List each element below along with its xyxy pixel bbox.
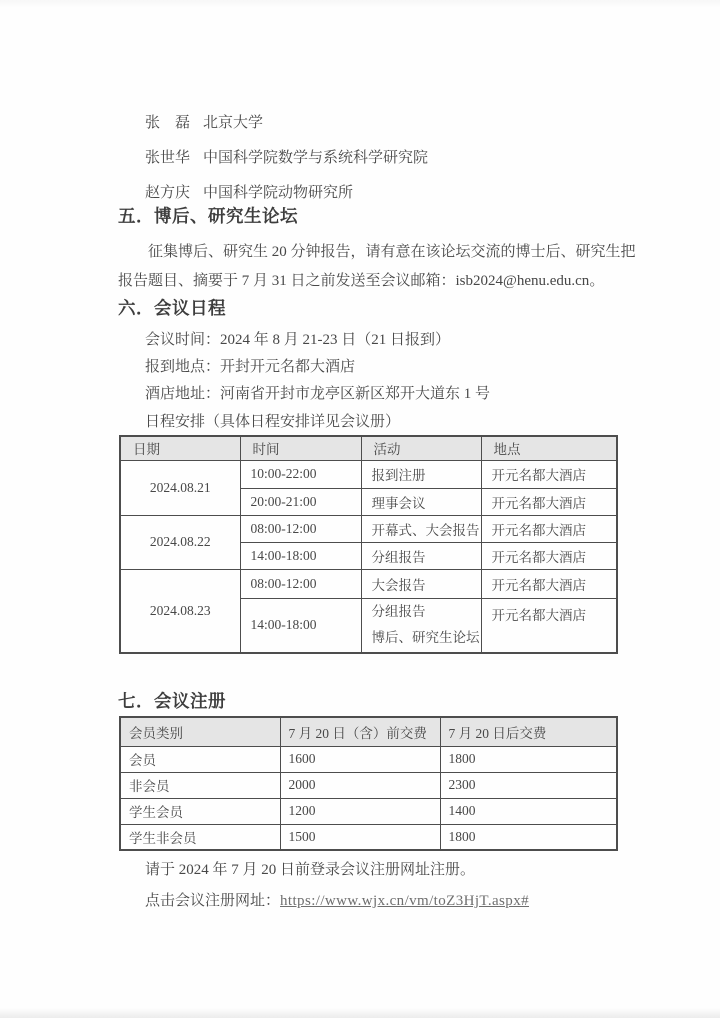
fee-before-cell: 1500 <box>280 824 440 850</box>
table-row <box>120 515 617 542</box>
fee-before-cell: 1600 <box>280 746 440 772</box>
fee-category-cell: 学生会员 <box>120 798 280 824</box>
schedule-date-cell: 2024.08.23 <box>120 569 240 653</box>
section7-heading: 七．会议注册 <box>118 691 226 711</box>
table-row <box>120 746 617 772</box>
schedule-activity-cell: 理事会议 <box>361 488 481 515</box>
paragraph-line <box>118 267 620 296</box>
schedule-venue-cell: 开元名都大酒店 <box>481 569 617 598</box>
registration-link-label: 点击会议注册网址： <box>145 893 281 909</box>
schedule-venue-cell: 开元名都大酒店 <box>481 598 617 653</box>
organizer-list <box>145 104 428 209</box>
schedule-time-cell: 08:00-12:00 <box>240 569 361 598</box>
schedule-venue-cell: 开元名都大酒店 <box>481 542 617 569</box>
conference-info <box>145 327 490 436</box>
column-header-member-type: 会员类别 <box>120 717 280 746</box>
fee-before-cell: 2000 <box>280 772 440 798</box>
column-header-fee-before: 7 月 20 日（含）前交费 <box>280 717 440 746</box>
fee-after-cell: 1400 <box>440 798 617 824</box>
table-header-row <box>120 436 617 460</box>
column-header-time: 时间 <box>240 436 361 460</box>
column-header-date: 日期 <box>120 436 240 460</box>
registration-deadline-note: 请于 2024 年 7 月 20 日前登录会议注册网址注册。 <box>145 862 476 878</box>
schedule-date-cell: 2024.08.21 <box>120 460 240 515</box>
checkin-location-line: 报到地点：开封开元名都大酒店 <box>145 359 356 376</box>
conference-time-line: 会议时间：2024 年 8 月 21-23 日（21 日报到） <box>145 332 450 348</box>
schedule-venue-cell: 开元名都大酒店 <box>481 460 617 488</box>
organizer-affiliation: 中国科学院数学与系统科学研究院 <box>203 150 429 166</box>
paragraph-text: 。 <box>589 272 605 289</box>
paragraph-text: 报告题目、摘要于 7 月 31 日之前发送至会议邮箱： <box>118 272 456 289</box>
agenda-note-line: 日程安排（具体日程安排详见会议册） <box>145 413 401 430</box>
schedule-activity-cell: 分组报告 <box>361 542 481 569</box>
table-row <box>120 824 617 850</box>
section6-heading: 六．会议日程 <box>118 298 226 318</box>
schedule-time-cell: 08:00-12:00 <box>240 515 361 542</box>
section5-heading: 五．博后、研究生论坛 <box>118 206 298 226</box>
fee-category-cell: 学生非会员 <box>120 824 280 850</box>
organizer-row <box>145 139 428 174</box>
table-row <box>120 772 617 798</box>
fee-category-cell: 会员 <box>120 746 280 772</box>
schedule-activity-cell: 大会报告 <box>361 569 481 598</box>
registration-link-line <box>145 889 529 910</box>
fee-after-cell: 2300 <box>440 772 617 798</box>
conference-email: isb2024@henu.edu.cn <box>455 272 590 289</box>
table-row <box>120 569 617 598</box>
column-header-fee-after: 7 月 20 日后交费 <box>440 717 617 746</box>
section5-paragraph <box>118 238 636 295</box>
organizer-name: 张 磊 <box>145 115 191 131</box>
fee-before-cell: 1200 <box>280 798 440 824</box>
schedule-activity-cell <box>361 598 481 653</box>
column-header-activity: 活动 <box>361 436 481 460</box>
schedule-activity-line: 博后、研究生论坛 <box>371 630 480 646</box>
schedule-time-cell: 20:00-21:00 <box>240 488 361 515</box>
column-header-venue: 地点 <box>481 436 617 460</box>
fee-after-cell: 1800 <box>440 824 617 850</box>
schedule-time-cell: 14:00-18:00 <box>240 598 361 653</box>
fee-category-cell: 非会员 <box>120 772 280 798</box>
table-row <box>120 460 617 488</box>
schedule-activity-cell: 开幕式、大会报告 <box>361 515 481 542</box>
organizer-affiliation: 中国科学院动物研究所 <box>203 185 354 201</box>
schedule-activity-line: 分组报告 <box>371 604 426 620</box>
organizer-affiliation: 北京大学 <box>203 115 264 131</box>
schedule-venue-cell: 开元名都大酒店 <box>481 515 617 542</box>
schedule-date-cell: 2024.08.22 <box>120 515 240 569</box>
organizer-name: 张世华 <box>145 150 191 166</box>
schedule-time-cell: 14:00-18:00 <box>240 542 361 569</box>
hotel-address-line: 酒店地址：河南省开封市龙亭区新区郑开大道东 1 号 <box>145 386 491 403</box>
schedule-time-cell: 10:00-22:00 <box>240 460 361 488</box>
registration-link[interactable]: https://www.wjx.cn/vm/toZ3HjT.aspx# <box>280 893 529 909</box>
schedule-table <box>119 435 618 654</box>
schedule-activity-cell: 报到注册 <box>361 460 481 488</box>
table-header-row <box>120 717 617 746</box>
registration-fee-table <box>119 716 618 851</box>
organizer-name: 赵方庆 <box>145 185 191 201</box>
paragraph-line: 征集博后、研究生 20 分钟报告，请有意在该论坛交流的博士后、研究生把 <box>148 244 636 260</box>
fee-after-cell: 1800 <box>440 746 617 772</box>
table-row <box>120 798 617 824</box>
scan-edge-top <box>0 0 720 8</box>
schedule-venue-cell: 开元名都大酒店 <box>481 488 617 515</box>
scan-edge-bottom <box>0 1008 720 1018</box>
organizer-row <box>145 104 428 139</box>
